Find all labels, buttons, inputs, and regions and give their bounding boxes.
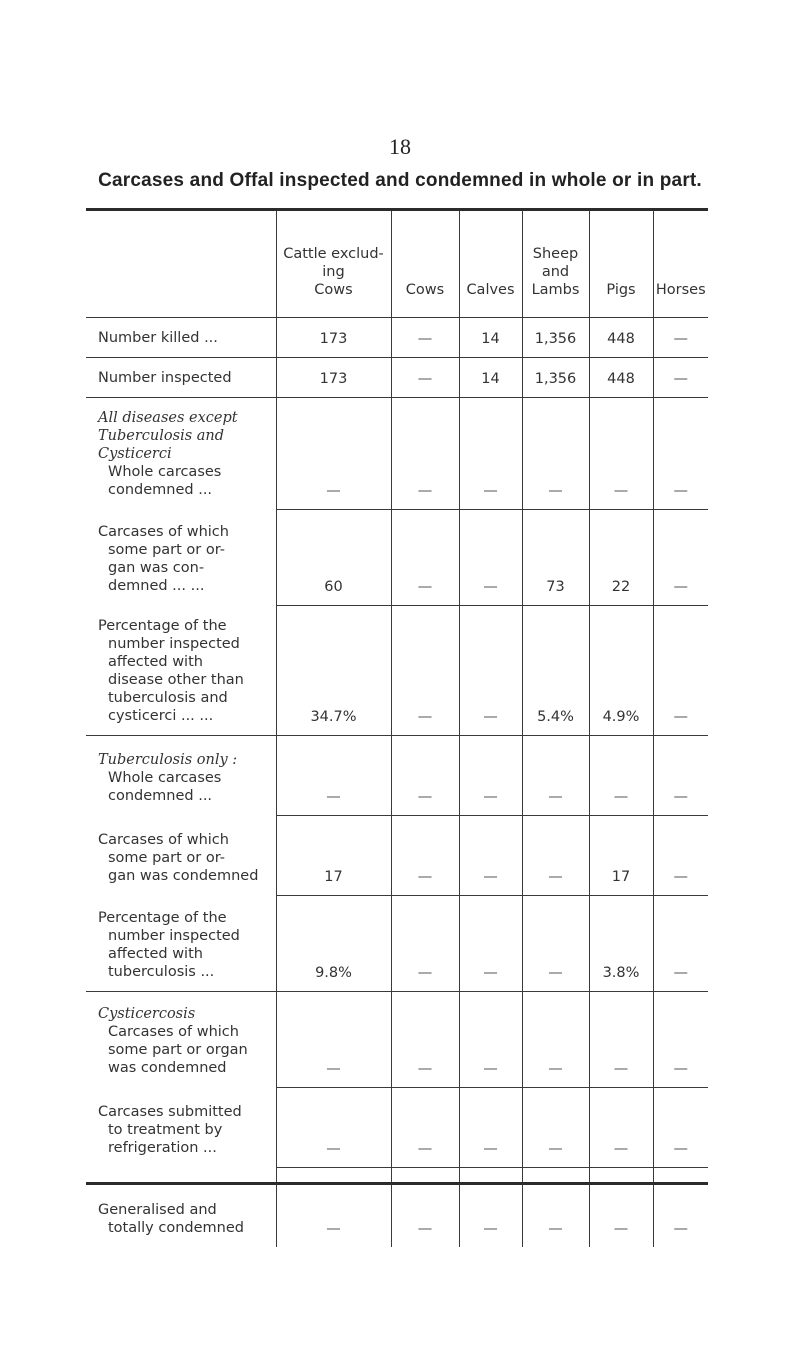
table-cell: — [589, 991, 653, 1087]
table-cell: — [459, 605, 522, 735]
row-label-line: Whole carcases [108, 464, 222, 480]
row-label-line: Cysticerci [98, 446, 172, 462]
table-cell: — [391, 1167, 459, 1247]
table-cell: 1,356 [522, 357, 589, 397]
row-label [86, 735, 276, 815]
row-label-line: Carcases of which [108, 1024, 239, 1040]
table-cell: — [589, 1087, 653, 1167]
row-label-line: Carcases submitted [98, 1104, 242, 1120]
row-label-line: Generalised and [98, 1202, 217, 1218]
table-cell: 3.8% [589, 895, 653, 991]
table-cell: — [276, 1087, 391, 1167]
row-label [86, 895, 276, 991]
row-label-line: Tuberculosis only : [98, 752, 238, 768]
row-label-line: gan was condemned [108, 868, 259, 884]
table-cell: — [276, 397, 391, 509]
table-cell: — [653, 509, 708, 605]
row-label-line: tuberculosis ... [108, 963, 215, 980]
row-label-line: Carcases of which [98, 524, 229, 540]
table-cell: 9.8% [276, 895, 391, 991]
row-label-line: tuberculosis and [108, 689, 228, 706]
row-label-line: Carcases of which [98, 832, 229, 848]
table-row [86, 397, 708, 509]
table-cell: — [522, 895, 589, 991]
table-cell: — [653, 605, 708, 735]
table-cell: — [391, 815, 459, 895]
table-cell: 448 [589, 357, 653, 397]
col-header-calves-text: Calves [466, 281, 515, 298]
row-label [86, 317, 276, 357]
table-cell: — [653, 357, 708, 397]
table-cell: — [459, 991, 522, 1087]
row-label [86, 1087, 276, 1167]
table-row [86, 895, 708, 991]
col-header-pigs-text: Pigs [606, 281, 636, 298]
page-number: 18 [389, 134, 411, 159]
table-cell: — [522, 397, 589, 509]
row-label [86, 605, 276, 735]
table-cell: — [522, 735, 589, 815]
table-cell: 4.9% [589, 605, 653, 735]
table-cell: — [459, 1167, 522, 1247]
table-cell: — [589, 397, 653, 509]
row-label-line: Number inspected [98, 369, 232, 386]
row-label-line: Cysticercosis [98, 1006, 196, 1022]
col-header-cattle-text: Cattle exclud- ing Cows [283, 245, 384, 298]
row-label-line: Percentage of the [98, 617, 227, 634]
table-cell: — [391, 317, 459, 357]
table-cell: 5.4% [522, 605, 589, 735]
table-cell: 173 [276, 317, 391, 357]
header-row [86, 211, 708, 317]
table-cell: — [391, 509, 459, 605]
table-cell: — [653, 1087, 708, 1167]
row-label-line: affected with [108, 945, 203, 962]
table-cell: — [459, 815, 522, 895]
table-cell: — [459, 895, 522, 991]
row-label [86, 357, 276, 397]
table-cell: — [589, 735, 653, 815]
table-cell: — [391, 605, 459, 735]
row-label-line: Tuberculosis and [98, 428, 225, 444]
table-cell: — [522, 1087, 589, 1167]
row-label-line: Number killed ... [98, 329, 218, 346]
row-label-line: some part or organ [108, 1042, 248, 1058]
col-header-pigs [589, 211, 653, 317]
table-row [86, 815, 708, 895]
table-cell: — [276, 991, 391, 1087]
row-label-line: disease other than [108, 671, 244, 688]
row-label-line: condemned ... [108, 482, 213, 498]
row-label-line: cysticerci ... ... [108, 707, 214, 724]
table-cell: — [276, 1167, 391, 1247]
table-cell: — [653, 317, 708, 357]
bottom-rule [86, 1182, 708, 1185]
table-cell: — [653, 895, 708, 991]
row-label [86, 991, 276, 1087]
col-header-cows [391, 211, 459, 317]
table-cell: 73 [522, 509, 589, 605]
table-cell: — [653, 815, 708, 895]
table-cell: — [459, 735, 522, 815]
row-label [86, 397, 276, 509]
table-cell: 1,356 [522, 317, 589, 357]
table-cell: — [653, 1167, 708, 1247]
table-row [86, 735, 708, 815]
table-cell: 17 [276, 815, 391, 895]
table-cell: — [391, 735, 459, 815]
table-row [86, 605, 708, 735]
row-label-line: affected with [108, 653, 203, 670]
col-header-cows-text: Cows [405, 281, 445, 298]
row-label-line: Percentage of the [98, 909, 227, 926]
table-cell: — [391, 1087, 459, 1167]
header-blank [86, 211, 276, 317]
col-header-calves [459, 211, 522, 317]
table-cell: 14 [459, 357, 522, 397]
table-cell: — [459, 1087, 522, 1167]
table-cell: 60 [276, 509, 391, 605]
table-cell: — [459, 397, 522, 509]
row-label-line: number inspected [108, 635, 240, 652]
table-cell: 448 [589, 317, 653, 357]
carcases-table [86, 211, 708, 1247]
row-label-line: gan was con- [108, 560, 205, 576]
table-cell: — [589, 1167, 653, 1247]
row-label-line: some part or or- [108, 542, 226, 558]
row-label [86, 815, 276, 895]
table-row [86, 357, 708, 397]
row-label-line: Whole carcases [108, 770, 222, 786]
row-label-line: number inspected [108, 927, 240, 944]
table-row [86, 1087, 708, 1167]
row-label-line: refrigeration ... [108, 1140, 217, 1156]
row-label-line: demned ... ... [108, 578, 205, 594]
table-cell: — [653, 397, 708, 509]
table-row [86, 317, 708, 357]
table-cell: 17 [589, 815, 653, 895]
table-cell: — [653, 991, 708, 1087]
table-cell: — [391, 895, 459, 991]
table-cell: 22 [589, 509, 653, 605]
table-cell: 173 [276, 357, 391, 397]
col-header-cattle [276, 211, 391, 317]
col-header-horses [653, 211, 708, 317]
table-cell: — [391, 397, 459, 509]
table-row [86, 991, 708, 1087]
table-cell: — [391, 991, 459, 1087]
table-cell: — [391, 357, 459, 397]
table-cell: — [522, 815, 589, 895]
row-label [86, 1167, 276, 1247]
table-cell: — [653, 735, 708, 815]
row-label-line: was condemned [108, 1060, 227, 1076]
page-title: Carcases and Offal inspected and condemned in whole or in part. [98, 170, 702, 191]
table-row [86, 1167, 708, 1247]
row-label-line: All diseases except [98, 410, 238, 426]
table-row [86, 509, 708, 605]
col-header-sheep-text: Sheep and Lambs [531, 245, 580, 298]
col-header-sheep [522, 211, 589, 317]
row-label [86, 509, 276, 605]
table-cell: — [276, 735, 391, 815]
table-body [86, 317, 708, 1247]
row-label-line: totally condemned [108, 1220, 244, 1236]
row-label-line: condemned ... [108, 788, 213, 804]
row-label-line: some part or or- [108, 850, 226, 866]
row-label-line: to treatment by [108, 1122, 223, 1138]
table-cell: — [522, 1167, 589, 1247]
table-cell: — [522, 991, 589, 1087]
table-cell: 34.7% [276, 605, 391, 735]
table-cell: 14 [459, 317, 522, 357]
table-cell: — [459, 509, 522, 605]
col-header-horses-text: Horses [655, 281, 706, 298]
